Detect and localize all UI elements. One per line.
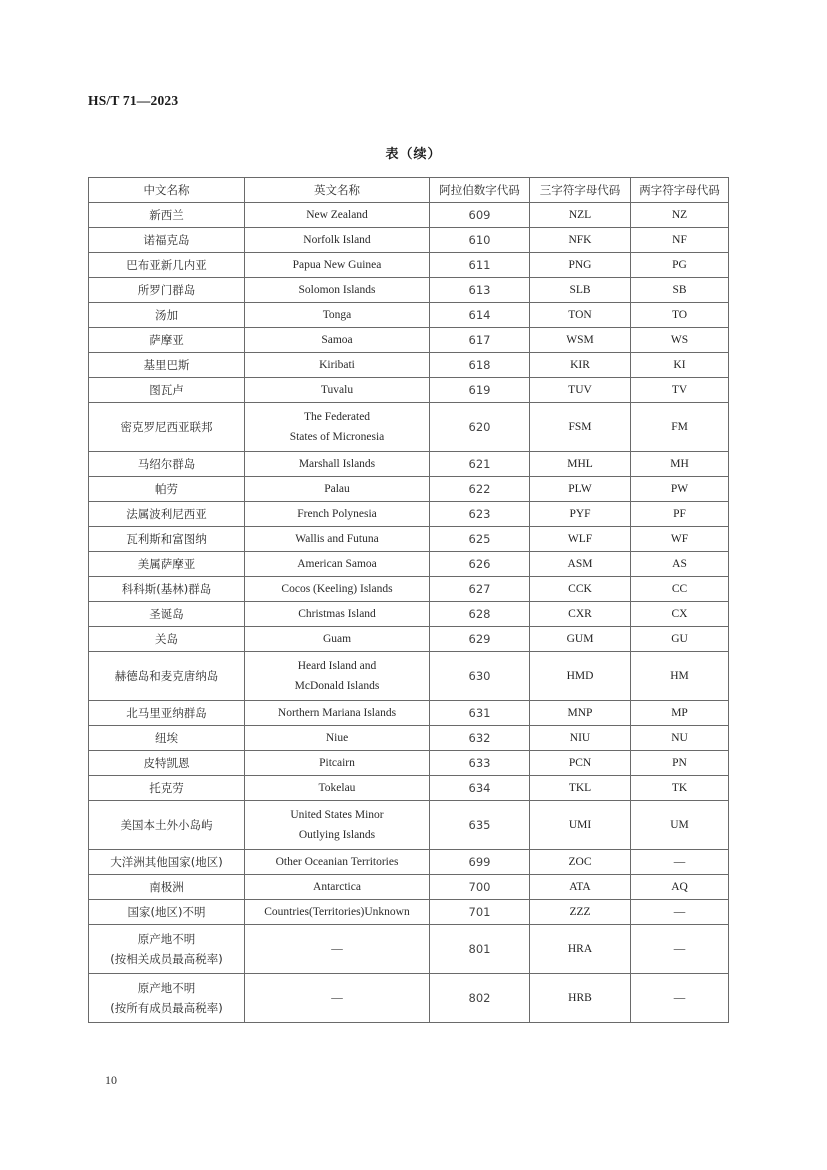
cell-alpha2-code: FM xyxy=(631,403,729,452)
cell-chinese-name-line: 原产地不明 xyxy=(137,981,196,995)
table-row xyxy=(89,378,729,403)
cell-numeric-code: 625 xyxy=(430,527,530,552)
country-code-table xyxy=(88,177,729,1023)
cell-numeric-code: 627 xyxy=(430,577,530,602)
cell-english-name xyxy=(245,328,430,353)
cell-english-name-line: Niue xyxy=(325,732,349,744)
cell-english-name xyxy=(245,602,430,627)
cell-alpha3-code: HRA xyxy=(530,925,631,974)
cell-chinese-name xyxy=(89,353,245,378)
cell-numeric-code: 611 xyxy=(430,253,530,278)
table-row xyxy=(89,502,729,527)
cell-english-name-line: United States Minor xyxy=(290,809,384,821)
cell-chinese-name xyxy=(89,502,245,527)
cell-numeric-code: 701 xyxy=(430,900,530,925)
cell-alpha3-code: UMI xyxy=(530,801,631,850)
cell-chinese-name-line: 萨摩亚 xyxy=(149,333,184,347)
table-body xyxy=(89,203,729,1023)
column-header-chinese-name: 中文名称 xyxy=(89,178,245,203)
cell-chinese-name-line: 圣诞岛 xyxy=(149,607,184,621)
cell-english-name xyxy=(245,875,430,900)
cell-alpha2-code: MH xyxy=(631,452,729,477)
cell-english-name xyxy=(245,228,430,253)
cell-chinese-name xyxy=(89,452,245,477)
cell-chinese-name-line: 密克罗尼西亚联邦 xyxy=(120,420,213,434)
table-row xyxy=(89,726,729,751)
cell-english-name xyxy=(245,527,430,552)
cell-chinese-name-line: 诺福克岛 xyxy=(143,233,190,247)
cell-alpha2-code: TK xyxy=(631,776,729,801)
cell-english-name-line: McDonald Islands xyxy=(294,680,380,692)
table-row xyxy=(89,253,729,278)
cell-chinese-name xyxy=(89,577,245,602)
table-row xyxy=(89,403,729,452)
cell-english-name-line: Tokelau xyxy=(318,782,356,794)
cell-english-name xyxy=(245,452,430,477)
cell-numeric-code: 699 xyxy=(430,850,530,875)
cell-english-name-line: Tonga xyxy=(322,309,352,321)
cell-numeric-code: 635 xyxy=(430,801,530,850)
cell-english-name-line: French Polynesia xyxy=(297,508,377,520)
cell-english-name-line: Tuvalu xyxy=(320,384,354,396)
cell-english-name xyxy=(245,403,430,452)
cell-numeric-code: 609 xyxy=(430,203,530,228)
cell-numeric-code: 620 xyxy=(430,403,530,452)
cell-chinese-name xyxy=(89,751,245,776)
table-row xyxy=(89,602,729,627)
cell-chinese-name xyxy=(89,875,245,900)
cell-chinese-name xyxy=(89,726,245,751)
cell-chinese-name-line: 关岛 xyxy=(155,632,178,646)
cell-chinese-name-line: 所罗门群岛 xyxy=(137,283,196,297)
cell-english-name-line: Christmas Island xyxy=(298,608,376,620)
table-row xyxy=(89,477,729,502)
table-row xyxy=(89,850,729,875)
cell-alpha3-code: TKL xyxy=(530,776,631,801)
cell-english-name-line: Cocos (Keeling) Islands xyxy=(281,583,393,595)
cell-chinese-name xyxy=(89,801,245,850)
cell-english-name xyxy=(245,203,430,228)
table-row xyxy=(89,652,729,701)
cell-chinese-name xyxy=(89,378,245,403)
cell-alpha3-code: HRB xyxy=(530,974,631,1023)
cell-chinese-name xyxy=(89,627,245,652)
cell-chinese-name xyxy=(89,403,245,452)
cell-alpha2-code: CX xyxy=(631,602,729,627)
cell-alpha2-code: TV xyxy=(631,378,729,403)
cell-alpha2-code: SB xyxy=(631,278,729,303)
table-row xyxy=(89,577,729,602)
cell-alpha2-code: PF xyxy=(631,502,729,527)
cell-chinese-name-line: 美属萨摩亚 xyxy=(137,557,196,571)
cell-english-name xyxy=(245,577,430,602)
cell-chinese-name xyxy=(89,701,245,726)
cell-chinese-name xyxy=(89,328,245,353)
cell-alpha2-code: NF xyxy=(631,228,729,253)
cell-english-name-line: Palau xyxy=(324,483,350,495)
cell-chinese-name xyxy=(89,552,245,577)
cell-chinese-name xyxy=(89,477,245,502)
cell-english-name xyxy=(245,477,430,502)
cell-chinese-name-line: 南极洲 xyxy=(149,880,184,894)
cell-alpha3-code: NIU xyxy=(530,726,631,751)
cell-numeric-code: 622 xyxy=(430,477,530,502)
cell-english-name xyxy=(245,627,430,652)
cell-english-name xyxy=(245,900,430,925)
table-header xyxy=(89,178,729,203)
cell-numeric-code: 631 xyxy=(430,701,530,726)
cell-alpha2-code: UM xyxy=(631,801,729,850)
cell-chinese-name xyxy=(89,278,245,303)
cell-chinese-name xyxy=(89,228,245,253)
cell-english-name-line: — xyxy=(331,992,343,1004)
cell-alpha3-code: SLB xyxy=(530,278,631,303)
cell-numeric-code: 630 xyxy=(430,652,530,701)
cell-alpha3-code: WLF xyxy=(530,527,631,552)
cell-numeric-code: 623 xyxy=(430,502,530,527)
table-row xyxy=(89,303,729,328)
cell-numeric-code: 613 xyxy=(430,278,530,303)
cell-english-name-line: States of Micronesia xyxy=(289,431,385,443)
cell-alpha3-code: PCN xyxy=(530,751,631,776)
cell-numeric-code: 621 xyxy=(430,452,530,477)
cell-numeric-code: 628 xyxy=(430,602,530,627)
cell-numeric-code: 634 xyxy=(430,776,530,801)
cell-alpha2-code: NZ xyxy=(631,203,729,228)
cell-numeric-code: 614 xyxy=(430,303,530,328)
cell-chinese-name-line: 托克劳 xyxy=(149,781,184,795)
cell-english-name-line: Norfolk Island xyxy=(303,234,371,246)
cell-numeric-code: 617 xyxy=(430,328,530,353)
cell-numeric-code: 633 xyxy=(430,751,530,776)
cell-alpha3-code: KIR xyxy=(530,353,631,378)
cell-chinese-name-line: 赫德岛和麦克唐纳岛 xyxy=(114,669,219,683)
cell-numeric-code: 619 xyxy=(430,378,530,403)
cell-english-name-line: Antarctica xyxy=(313,881,361,893)
cell-english-name xyxy=(245,751,430,776)
cell-english-name-line: American Samoa xyxy=(297,558,377,570)
cell-alpha2-code: HM xyxy=(631,652,729,701)
cell-alpha3-code: ASM xyxy=(530,552,631,577)
table-row xyxy=(89,228,729,253)
cell-alpha2-code: TO xyxy=(631,303,729,328)
table-row xyxy=(89,776,729,801)
cell-alpha2-code: KI xyxy=(631,353,729,378)
cell-chinese-name xyxy=(89,253,245,278)
cell-chinese-name xyxy=(89,925,245,974)
cell-english-name xyxy=(245,253,430,278)
cell-alpha2-code: AQ xyxy=(631,875,729,900)
cell-numeric-code: 629 xyxy=(430,627,530,652)
table-row xyxy=(89,627,729,652)
cell-alpha2-code: CC xyxy=(631,577,729,602)
table-row xyxy=(89,452,729,477)
cell-english-name xyxy=(245,850,430,875)
cell-alpha2-code: PN xyxy=(631,751,729,776)
cell-english-name-line: Solomon Islands xyxy=(298,284,376,296)
cell-chinese-name-line: (按相关成员最高税率) xyxy=(110,952,223,966)
cell-english-name-line: Kiribati xyxy=(319,359,355,371)
cell-english-name-line: Heard Island and xyxy=(297,660,377,672)
cell-alpha3-code: ATA xyxy=(530,875,631,900)
cell-english-name xyxy=(245,303,430,328)
cell-chinese-name xyxy=(89,652,245,701)
cell-chinese-name xyxy=(89,900,245,925)
table-row xyxy=(89,925,729,974)
cell-alpha2-code: WF xyxy=(631,527,729,552)
cell-alpha2-code: AS xyxy=(631,552,729,577)
cell-numeric-code: 801 xyxy=(430,925,530,974)
cell-english-name-line: Countries(Territories)Unknown xyxy=(264,906,410,918)
cell-numeric-code: 618 xyxy=(430,353,530,378)
cell-alpha3-code: TON xyxy=(530,303,631,328)
table-row xyxy=(89,552,729,577)
cell-chinese-name xyxy=(89,303,245,328)
cell-alpha3-code: PLW xyxy=(530,477,631,502)
cell-alpha2-code: — xyxy=(631,974,729,1023)
cell-alpha3-code: GUM xyxy=(530,627,631,652)
cell-alpha3-code: PYF xyxy=(530,502,631,527)
cell-english-name-line: — xyxy=(331,943,343,955)
cell-alpha2-code: PG xyxy=(631,253,729,278)
cell-alpha3-code: NFK xyxy=(530,228,631,253)
cell-chinese-name-line: 马绍尔群岛 xyxy=(137,457,196,471)
column-header-alpha3-code: 三字符字母代码 xyxy=(530,178,631,203)
cell-english-name-line: Guam xyxy=(322,633,352,645)
cell-english-name xyxy=(245,278,430,303)
cell-alpha2-code: GU xyxy=(631,627,729,652)
table-row xyxy=(89,527,729,552)
cell-chinese-name xyxy=(89,527,245,552)
cell-numeric-code: 802 xyxy=(430,974,530,1023)
cell-alpha3-code: HMD xyxy=(530,652,631,701)
cell-alpha3-code: FSM xyxy=(530,403,631,452)
cell-english-name xyxy=(245,552,430,577)
cell-english-name-line: The Federated xyxy=(303,411,371,423)
page-number: 10 xyxy=(105,1073,117,1087)
cell-chinese-name-line: 新西兰 xyxy=(149,208,184,222)
cell-english-name-line: Other Oceanian Territories xyxy=(275,856,399,868)
table-row xyxy=(89,328,729,353)
cell-numeric-code: 610 xyxy=(430,228,530,253)
table-row xyxy=(89,203,729,228)
cell-alpha2-code: — xyxy=(631,900,729,925)
cell-chinese-name-line: 北马里亚纳群岛 xyxy=(126,706,207,720)
cell-chinese-name-line: 科科斯(基林)群岛 xyxy=(121,582,212,596)
table-row xyxy=(89,353,729,378)
cell-english-name-line: Outlying Islands xyxy=(298,829,376,841)
table-row xyxy=(89,751,729,776)
cell-chinese-name-line: 原产地不明 xyxy=(137,932,196,946)
cell-alpha2-code: — xyxy=(631,925,729,974)
cell-chinese-name xyxy=(89,850,245,875)
cell-chinese-name xyxy=(89,602,245,627)
cell-chinese-name-line: 基里巴斯 xyxy=(143,358,190,372)
cell-english-name xyxy=(245,652,430,701)
header-row xyxy=(89,178,729,203)
cell-chinese-name-line: 瓦利斯和富图纳 xyxy=(126,532,207,546)
cell-chinese-name-line: 美国本土外小岛屿 xyxy=(120,818,213,832)
column-header-english-name: 英文名称 xyxy=(245,178,430,203)
cell-alpha2-code: PW xyxy=(631,477,729,502)
cell-alpha3-code: MNP xyxy=(530,701,631,726)
cell-chinese-name-line: 大洋洲其他国家(地区) xyxy=(110,855,223,869)
table-row xyxy=(89,875,729,900)
cell-english-name-line: Samoa xyxy=(321,334,353,346)
cell-alpha3-code: WSM xyxy=(530,328,631,353)
cell-english-name-line: New Zealand xyxy=(306,209,368,221)
cell-english-name xyxy=(245,776,430,801)
document-header: HS/T 71—2023 xyxy=(88,93,179,108)
cell-numeric-code: 632 xyxy=(430,726,530,751)
cell-chinese-name-line: (按所有成员最高税率) xyxy=(110,1001,223,1015)
cell-english-name xyxy=(245,925,430,974)
table-row xyxy=(89,900,729,925)
cell-english-name xyxy=(245,353,430,378)
cell-chinese-name-line: 皮特凯恩 xyxy=(143,756,190,770)
table-row xyxy=(89,701,729,726)
cell-alpha3-code: ZOC xyxy=(530,850,631,875)
column-header-alpha2-code: 两字符字母代码 xyxy=(631,178,729,203)
cell-chinese-name-line: 巴布亚新几内亚 xyxy=(126,258,207,272)
cell-english-name xyxy=(245,801,430,850)
cell-english-name xyxy=(245,701,430,726)
cell-english-name xyxy=(245,974,430,1023)
cell-english-name xyxy=(245,726,430,751)
cell-numeric-code: 626 xyxy=(430,552,530,577)
cell-chinese-name-line: 国家(地区)不明 xyxy=(127,905,206,919)
cell-english-name xyxy=(245,378,430,403)
column-header-numeric-code: 阿拉伯数字代码 xyxy=(430,178,530,203)
cell-english-name xyxy=(245,502,430,527)
cell-chinese-name xyxy=(89,974,245,1023)
cell-english-name-line: Papua New Guinea xyxy=(292,259,382,271)
cell-english-name-line: Marshall Islands xyxy=(298,458,376,470)
cell-chinese-name xyxy=(89,203,245,228)
cell-chinese-name-line: 纽埃 xyxy=(155,731,178,745)
cell-chinese-name-line: 汤加 xyxy=(155,308,178,322)
cell-english-name-line: Pitcairn xyxy=(319,757,355,769)
cell-alpha2-code: NU xyxy=(631,726,729,751)
cell-english-name-line: Northern Mariana Islands xyxy=(277,707,397,719)
table-row xyxy=(89,974,729,1023)
cell-alpha3-code: NZL xyxy=(530,203,631,228)
cell-alpha3-code: PNG xyxy=(530,253,631,278)
cell-numeric-code: 700 xyxy=(430,875,530,900)
cell-alpha2-code: — xyxy=(631,850,729,875)
table-row xyxy=(89,801,729,850)
cell-chinese-name-line: 帕劳 xyxy=(155,482,178,496)
cell-alpha3-code: CXR xyxy=(530,602,631,627)
cell-alpha3-code: TUV xyxy=(530,378,631,403)
table-caption: 表（续） xyxy=(385,147,442,162)
cell-chinese-name xyxy=(89,776,245,801)
cell-chinese-name-line: 法属波利尼西亚 xyxy=(126,507,207,521)
cell-alpha2-code: WS xyxy=(631,328,729,353)
cell-alpha3-code: CCK xyxy=(530,577,631,602)
cell-alpha3-code: ZZZ xyxy=(530,900,631,925)
cell-alpha2-code: MP xyxy=(631,701,729,726)
cell-alpha3-code: MHL xyxy=(530,452,631,477)
cell-chinese-name-line: 图瓦卢 xyxy=(149,383,184,397)
table-row xyxy=(89,278,729,303)
cell-english-name-line: Wallis and Futuna xyxy=(295,533,379,545)
